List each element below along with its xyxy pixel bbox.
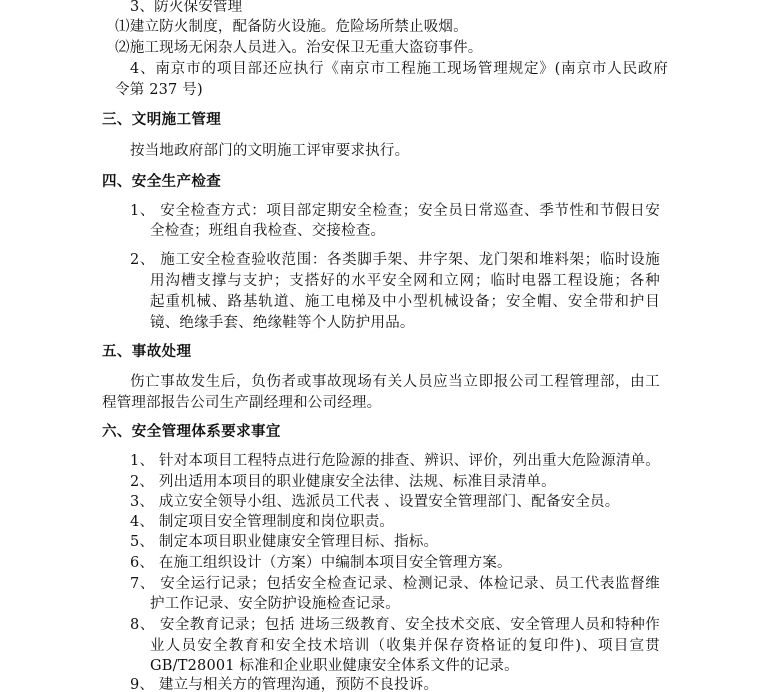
- section-6-item-8-line-1: 8、 安全教育记录；包括 进场三级教育、安全技术交底、安全管理人员和特种作: [130, 617, 660, 633]
- section-4-item-2-line-4: 镜、绝缘手套、绝缘鞋等个人防护用品。: [150, 315, 415, 331]
- section-3-heading: 三、文明施工管理: [102, 112, 222, 128]
- section-4-item-2-line-3: 起重机械、路基轨道、施工电梯及中小型机械设备；安全帽、安全带和护目: [150, 294, 660, 310]
- section-6-item-5: 5、 制定本项目职业健康安全管理目标、指标。: [130, 534, 439, 550]
- section-6-item-7-line-2: 护工作记录、安全防护设施检查记录。: [150, 596, 400, 612]
- section-6-item-8-line-2: 业人员安全教育和安全技术培训（收集并保存资格证的复印件)、项目宣贯: [150, 638, 660, 654]
- fire-item-4-line-1: 4、南京市的项目部还应执行《南京市工程施工现场管理规定》(南京市人民政府: [130, 61, 668, 77]
- section-6-item-1: 1、 针对本项目工程特点进行危险源的排查、辨识、评价，列出重大危险源清单。: [130, 453, 660, 469]
- section-6-item-8-line-3: GB/T28001 标准和企业职业健康安全体系文件的记录。: [150, 658, 519, 674]
- fire-section-title: 3、防火保安管理: [130, 0, 243, 15]
- section-4-item-2-line-1: 2、 施工安全检查验收范围：各类脚手架、井字架、龙门架和堆料架；临时设施: [130, 252, 660, 268]
- section-4-item-2-line-2: 用沟槽支撑与支护；支搭好的水平安全网和立网；临时电器工程设施；各种: [150, 273, 660, 289]
- section-3-body: 按当地政府部门的文明施工评审要求执行。: [130, 143, 410, 159]
- section-6-item-2: 2、 列出适用本项目的职业健康安全法律、法规、标准目录清单。: [130, 474, 556, 490]
- section-5-line-2: 程管理部报告公司生产副经理和公司经理。: [102, 395, 382, 411]
- section-6-item-7-line-1: 7、 安全运行记录；包括安全检查记录、检测记录、体检记录、员工代表监督维: [130, 576, 660, 592]
- fire-item-4-line-2: 令第 237 号): [115, 82, 203, 98]
- fire-item-2: ⑵施工现场无闲杂人员进入。治安保卫无重大盗窃事件。: [115, 40, 483, 56]
- section-4-heading: 四、安全生产检查: [102, 174, 222, 190]
- fire-item-1: ⑴建立防火制度，配备防火设施。危险场所禁止吸烟。: [115, 19, 468, 35]
- section-4-item-1-line-2: 全检查；班组自我检查、交接检查。: [150, 223, 386, 239]
- section-6-item-6: 6、 在施工组织设计（方案）中编制本项目安全管理方案。: [130, 555, 512, 571]
- section-4-item-1-line-1: 1、 安全检查方式：项目部定期安全检查；安全员日常巡查、季节性和节假日安: [130, 203, 660, 219]
- section-5-heading: 五、事故处理: [102, 344, 192, 360]
- section-6-item-3: 3、 成立安全领导小组、选派员工代表 、设置安全管理部门、配备安全员。: [130, 494, 620, 510]
- section-6-item-4: 4、 制定项目安全管理制度和岗位职责。: [130, 514, 395, 530]
- section-5-line-1: 伤亡事故发生后，负伤者或事故现场有关人员应当立即报公司工程管理部，由工: [130, 374, 660, 390]
- section-6-heading: 六、安全管理体系要求事宜: [102, 424, 281, 440]
- section-6-item-9: 9、 建立与相关方的管理沟通，预防不良投诉。: [130, 677, 439, 692]
